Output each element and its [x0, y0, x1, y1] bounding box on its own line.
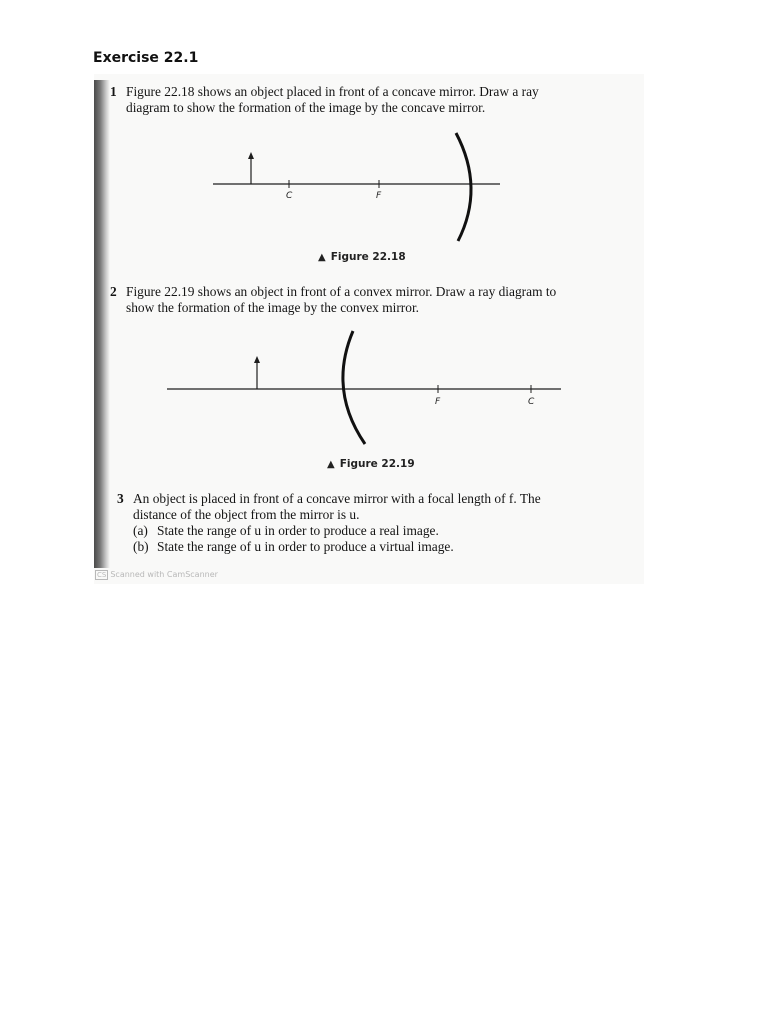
part-text: State the range of u in order to produce a real image.: [157, 523, 439, 538]
object-arrow: [254, 356, 260, 389]
figure-22-19-caption: [327, 458, 415, 470]
caption-text: Figure 22.19: [339, 458, 415, 470]
caption-triangle-icon: ▲: [318, 252, 326, 263]
question-number: 2: [110, 284, 117, 299]
question-number: 1: [110, 84, 117, 99]
question-number: 3: [117, 491, 124, 506]
question-text-line: Figure 22.18 shows an object placed in front of a concave mirror. Draw a ray: [126, 84, 539, 99]
point-f-label: F: [376, 191, 382, 201]
question-part-a: [117, 523, 541, 539]
caption-triangle-icon: ▲: [327, 459, 335, 470]
part-label: (b): [133, 539, 149, 554]
camscanner-logo-icon: CS: [97, 571, 107, 579]
point-c-label: C: [286, 191, 293, 201]
point-f-label: F: [435, 397, 441, 407]
caption-text: Figure 22.18: [330, 251, 406, 263]
question-text-line: show the formation of the image by the convex mirror.: [126, 300, 420, 315]
part-text: State the range of u in order to produce a virtual image.: [157, 539, 454, 554]
watermark-text: Scanned with CamScanner: [110, 570, 218, 579]
point-c-label: C: [528, 397, 535, 407]
question-3: [117, 491, 541, 555]
question-text-line: Figure 22.19 shows an object in front of a convex mirror. Draw a ray diagram to: [126, 284, 557, 299]
exercise-heading: Exercise 22.1: [93, 50, 199, 66]
question-text-line: An object is placed in front of a concave mirror with a focal length of f. The: [133, 491, 541, 506]
question-part-b: [117, 539, 541, 555]
camscanner-watermark: [95, 570, 218, 580]
part-label: (a): [133, 523, 148, 538]
question-text-line: distance of the object from the mirror is u.: [133, 507, 360, 522]
question-text-line: diagram to show the formation of the image by the concave mirror.: [126, 100, 486, 115]
convex-mirror: [343, 331, 365, 444]
